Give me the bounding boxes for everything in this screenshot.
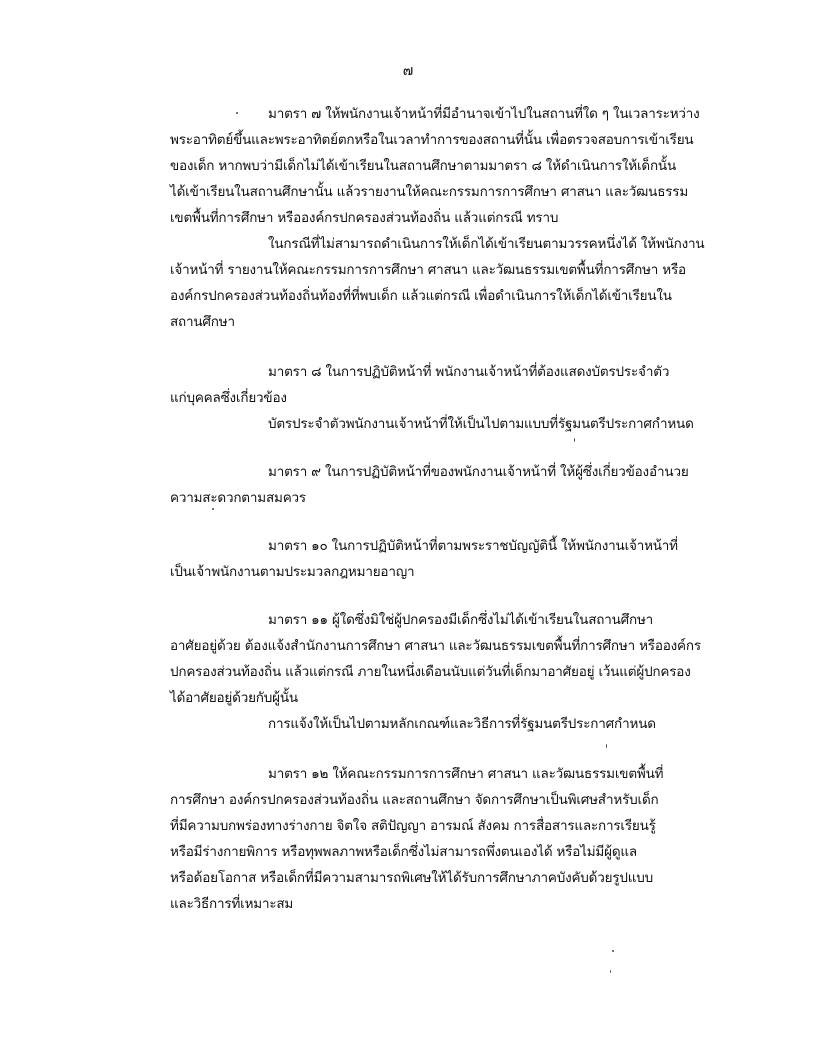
section-11-text-line: ได้อาศัยอยู่ด้วยกับผู้นั้น <box>170 690 298 706</box>
scan-speck <box>610 970 611 973</box>
section-10-heading-line: มาตรา ๑๐ ในการปฏิบัติหน้าที่ตามพระราชบัญญัตินี้ ให้พนักงานเจ้าหน้าที่ <box>268 538 678 554</box>
section-11-heading-line: มาตรา ๑๑ ผู้ใดซึ่งมิใช่ผู้ปกครองมีเด็กซึ่งไม่ได้เข้าเรียนในสถานศึกษา <box>268 612 654 628</box>
scan-speck <box>212 508 214 510</box>
section-7-heading-line: มาตรา ๗ ให้พนักงานเจ้าหน้าที่มีอำนาจเข้าไปในสถานที่ใด ๆ ในเวลาระหว่าง <box>268 106 700 122</box>
section-7-text-line: ได้เข้าเรียนในสถานศึกษานั้น แล้วรายงานให้คณะกรรมการการศึกษา ศาสนา และวัฒนธรรม <box>170 184 689 200</box>
section-12-text-line: หรือด้อยโอกาส หรือเด็กที่มีความสามารถพิเศษให้ได้รับการศึกษาภาคบังคับด้วยรูปแบบ <box>170 870 653 886</box>
scan-speck <box>236 112 238 114</box>
section-7-text-line: พระอาทิตย์ขึ้นและพระอาทิตย์ตกหรือในเวลาทำการของสถานที่นั้น เพื่อตรวจสอบการเข้าเรียน <box>170 132 694 148</box>
section-11-paragraph-2-line: การแจ้งให้เป็นไปตามหลักเกณฑ์และวิธีการที่รัฐมนตรีประกาศกำหนด <box>268 716 656 732</box>
section-12-text-line: การศึกษา องค์กรปกครองส่วนท้องถิ่น และสถานศึกษา จัดการศึกษาเป็นพิเศษสำหรับเด็ก <box>170 792 659 808</box>
scan-speck <box>612 950 614 952</box>
section-8-text-line: แก่บุคคลซึ่งเกี่ยวข้อง <box>170 390 287 406</box>
section-12-heading-line: มาตรา ๑๒ ให้คณะกรรมการการศึกษา ศาสนา และวัฒนธรรมเขตพื้นที่ <box>268 766 664 782</box>
section-7-text-line: ของเด็ก หากพบว่ามีเด็กไม่ได้เข้าเรียนในสถานศึกษาตามมาตรา ๘ ให้ดำเนินการให้เด็กนั้น <box>170 158 676 174</box>
scan-speck <box>606 744 607 748</box>
section-11-text-line: อาศัยอยู่ด้วย ต้องแจ้งสำนักงานการศึกษา ศาสนา และวัฒนธรรมเขตพื้นที่การศึกษา หรือองค์กร <box>170 638 701 654</box>
section-8-paragraph-2-line: บัตรประจำตัวพนักงานเจ้าหน้าที่ให้เป็นไปตามแบบที่รัฐมนตรีประกาศกำหนด <box>268 416 694 432</box>
section-12-text-line: ที่มีความบกพร่องทางร่างกาย จิตใจ สติปัญญา อารมณ์ สังคม การสื่อสารและการเรียนรู้ <box>170 818 656 834</box>
section-11-text-line: ปกครองส่วนท้องถิ่น แล้วแต่กรณี ภายในหนึ่งเดือนนับแต่วันที่เด็กมาอาศัยอยู่ เว้นแต่ผู้ปกครอง <box>170 664 691 680</box>
section-7-text-line: เขตพื้นที่การศึกษา หรือองค์กรปกครองส่วนท้องถิ่น แล้วแต่กรณี ทราบ <box>170 210 559 226</box>
section-12-text-line: หรือมีร่างกายพิการ หรือทุพพลภาพหรือเด็กซึ่งไม่สามารถพึ่งตนเองได้ หรือไม่มีผู้ดูแล <box>170 844 637 860</box>
section-12-text-line: และวิธีการที่เหมาะสม <box>170 896 294 912</box>
section-7-text-line: องค์กรปกครองส่วนท้องถิ่นท้องที่ที่พบเด็ก แล้วแต่กรณี เพื่อดำเนินการให้เด็กได้เข้าเรียนใน <box>170 288 672 304</box>
scan-speck <box>574 438 575 442</box>
section-7-paragraph-2-line: ในกรณีที่ไม่สามารถดำเนินการให้เด็กได้เข้าเรียนตามวรรคหนึ่งได้ ให้พนักงาน <box>268 236 705 252</box>
section-7-text-line: เจ้าหน้าที่ รายงานให้คณะกรรมการการศึกษา ศาสนา และวัฒนธรรมเขตพื้นที่การศึกษา หรือ <box>170 262 686 278</box>
section-7-text-line: สถานศึกษา <box>170 314 235 330</box>
section-9-heading-line: มาตรา ๙ ในการปฏิบัติหน้าที่ของพนักงานเจ้าหน้าที่ ให้ผู้ซึ่งเกี่ยวข้องอำนวย <box>268 464 689 480</box>
section-8-heading-line: มาตรา ๘ ในการปฏิบัติหน้าที่ พนักงานเจ้าหน้าที่ต้องแสดงบัตรประจำตัว <box>268 364 670 380</box>
page-number: ๗ <box>402 63 414 79</box>
section-9-text-line: ความสะดวกตามสมควร <box>170 490 306 506</box>
section-10-text-line: เป็นเจ้าพนักงานตามประมวลกฎหมายอาญา <box>170 564 415 580</box>
